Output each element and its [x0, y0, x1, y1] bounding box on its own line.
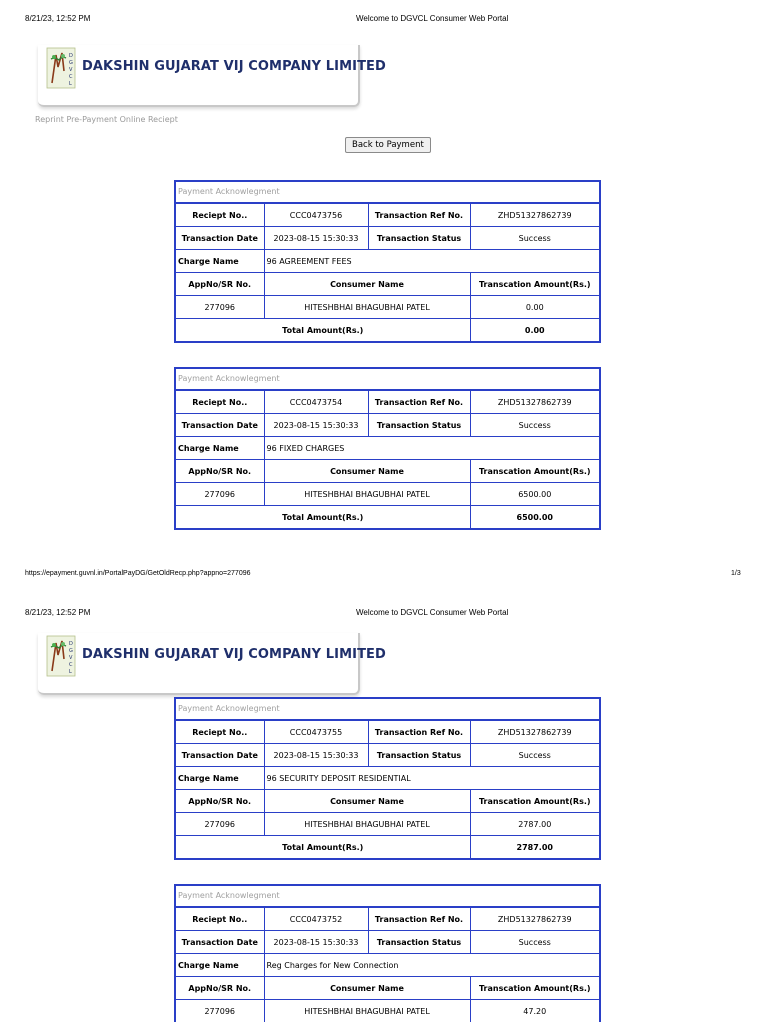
svg-text:C: C — [69, 662, 73, 668]
receipt-card — [174, 180, 601, 343]
appno-value: 277096 — [176, 483, 264, 506]
consumer-name-value: HITESHBHAI BHAGUBHAI PATEL — [264, 1000, 470, 1023]
card-caption: Payment Acknowlegment — [176, 886, 599, 907]
amount-header: Transcation Amount(Rs.) — [470, 977, 599, 1000]
print-datetime: 8/21/23, 12:52 PM — [25, 608, 91, 617]
txn-status-label: Transaction Status — [368, 744, 470, 767]
txn-date-value: 2023-08-15 15:30:33 — [264, 931, 368, 954]
total-value: 6500.00 — [470, 506, 599, 529]
company-name: DAKSHIN GUJARAT VIJ COMPANY LIMITED — [82, 59, 386, 74]
appno-header: AppNo/SR No. — [176, 460, 264, 483]
txn-ref-label: Transaction Ref No. — [368, 391, 470, 414]
charge-name-value: 96 FIXED CHARGES — [264, 437, 599, 460]
charge-name-value: 96 SECURITY DEPOSIT RESIDENTIAL — [264, 767, 599, 790]
company-name: DAKSHIN GUJARAT VIJ COMPANY LIMITED — [82, 647, 386, 662]
txn-date-label: Transaction Date — [176, 227, 264, 250]
dgvcl-logo-icon — [46, 635, 76, 677]
consumer-name-header: Consumer Name — [264, 273, 470, 296]
txn-status-value: Success — [470, 414, 599, 437]
txn-status-value: Success — [470, 227, 599, 250]
txn-ref-value: ZHD51327862739 — [470, 204, 599, 227]
appno-header: AppNo/SR No. — [176, 977, 264, 1000]
txn-ref-value: ZHD51327862739 — [470, 908, 599, 931]
page-subtitle: Reprint Pre-Payment Online Reciept — [35, 115, 178, 124]
charge-name-label: Charge Name — [176, 767, 264, 790]
card-caption: Payment Acknowlegment — [176, 182, 599, 203]
txn-date-label: Transaction Date — [176, 414, 264, 437]
svg-text:L: L — [69, 81, 72, 87]
back-to-payment-button[interactable]: Back to Payment — [345, 137, 431, 153]
print-title: Welcome to DGVCL Consumer Web Portal — [356, 14, 509, 23]
appno-header: AppNo/SR No. — [176, 273, 264, 296]
txn-status-label: Transaction Status — [368, 931, 470, 954]
consumer-name-header: Consumer Name — [264, 977, 470, 1000]
charge-name-label: Charge Name — [176, 250, 264, 273]
print-page-number: 1/3 — [731, 570, 741, 577]
txn-date-label: Transaction Date — [176, 744, 264, 767]
charge-name-label: Charge Name — [176, 954, 264, 977]
receipt-card — [174, 884, 601, 1022]
svg-text:L: L — [69, 669, 72, 675]
amount-value: 6500.00 — [470, 483, 599, 506]
total-label: Total Amount(Rs.) — [176, 319, 470, 342]
consumer-name-header: Consumer Name — [264, 460, 470, 483]
card-caption: Payment Acknowlegment — [176, 699, 599, 720]
svg-text:D: D — [69, 53, 73, 59]
txn-date-value: 2023-08-15 15:30:33 — [264, 414, 368, 437]
print-title: Welcome to DGVCL Consumer Web Portal — [356, 608, 509, 617]
dgvcl-logo-icon — [46, 47, 76, 89]
charge-name-label: Charge Name — [176, 437, 264, 460]
txn-ref-value: ZHD51327862739 — [470, 391, 599, 414]
receipt-no-value: CCC0473755 — [264, 721, 368, 744]
svg-text:G: G — [69, 60, 73, 66]
receipt-card — [174, 367, 601, 530]
receipt-no-label: Reciept No.. — [176, 391, 264, 414]
card-caption: Payment Acknowlegment — [176, 369, 599, 390]
txn-ref-value: ZHD51327862739 — [470, 721, 599, 744]
consumer-name-value: HITESHBHAI BHAGUBHAI PATEL — [264, 813, 470, 836]
txn-status-label: Transaction Status — [368, 414, 470, 437]
consumer-name-value: HITESHBHAI BHAGUBHAI PATEL — [264, 483, 470, 506]
txn-status-label: Transaction Status — [368, 227, 470, 250]
company-banner — [38, 45, 386, 107]
txn-date-value: 2023-08-15 15:30:33 — [264, 744, 368, 767]
txn-status-value: Success — [470, 931, 599, 954]
txn-ref-label: Transaction Ref No. — [368, 721, 470, 744]
receipt-no-label: Reciept No.. — [176, 908, 264, 931]
receipt-no-value: CCC0473756 — [264, 204, 368, 227]
receipt-card — [174, 697, 601, 860]
receipt-no-value: CCC0473752 — [264, 908, 368, 931]
consumer-name-value: HITESHBHAI BHAGUBHAI PATEL — [264, 296, 470, 319]
svg-text:V: V — [69, 67, 73, 73]
total-value: 0.00 — [470, 319, 599, 342]
receipt-no-value: CCC0473754 — [264, 391, 368, 414]
charge-name-value: Reg Charges for New Connection — [264, 954, 599, 977]
print-datetime: 8/21/23, 12:52 PM — [25, 14, 91, 23]
receipt-no-label: Reciept No.. — [176, 204, 264, 227]
amount-value: 2787.00 — [470, 813, 599, 836]
svg-text:C: C — [69, 74, 73, 80]
receipt-no-label: Reciept No.. — [176, 721, 264, 744]
amount-value: 0.00 — [470, 296, 599, 319]
appno-value: 277096 — [176, 813, 264, 836]
txn-ref-label: Transaction Ref No. — [368, 204, 470, 227]
amount-header: Transcation Amount(Rs.) — [470, 273, 599, 296]
amount-header: Transcation Amount(Rs.) — [470, 790, 599, 813]
print-footer-url: https://epayment.guvnl.in/PortalPayDG/GetOldRecp.php?appno=277096 — [25, 570, 251, 577]
appno-value: 277096 — [176, 1000, 264, 1023]
appno-header: AppNo/SR No. — [176, 790, 264, 813]
total-value: 2787.00 — [470, 836, 599, 859]
txn-date-label: Transaction Date — [176, 931, 264, 954]
total-label: Total Amount(Rs.) — [176, 836, 470, 859]
txn-status-value: Success — [470, 744, 599, 767]
consumer-name-header: Consumer Name — [264, 790, 470, 813]
svg-text:G: G — [69, 648, 73, 654]
svg-text:V: V — [69, 655, 73, 661]
txn-ref-label: Transaction Ref No. — [368, 908, 470, 931]
company-banner — [38, 633, 386, 695]
charge-name-value: 96 AGREEMENT FEES — [264, 250, 599, 273]
amount-header: Transcation Amount(Rs.) — [470, 460, 599, 483]
svg-text:D: D — [69, 641, 73, 647]
total-label: Total Amount(Rs.) — [176, 506, 470, 529]
amount-value: 47.20 — [470, 1000, 599, 1023]
txn-date-value: 2023-08-15 15:30:33 — [264, 227, 368, 250]
appno-value: 277096 — [176, 296, 264, 319]
